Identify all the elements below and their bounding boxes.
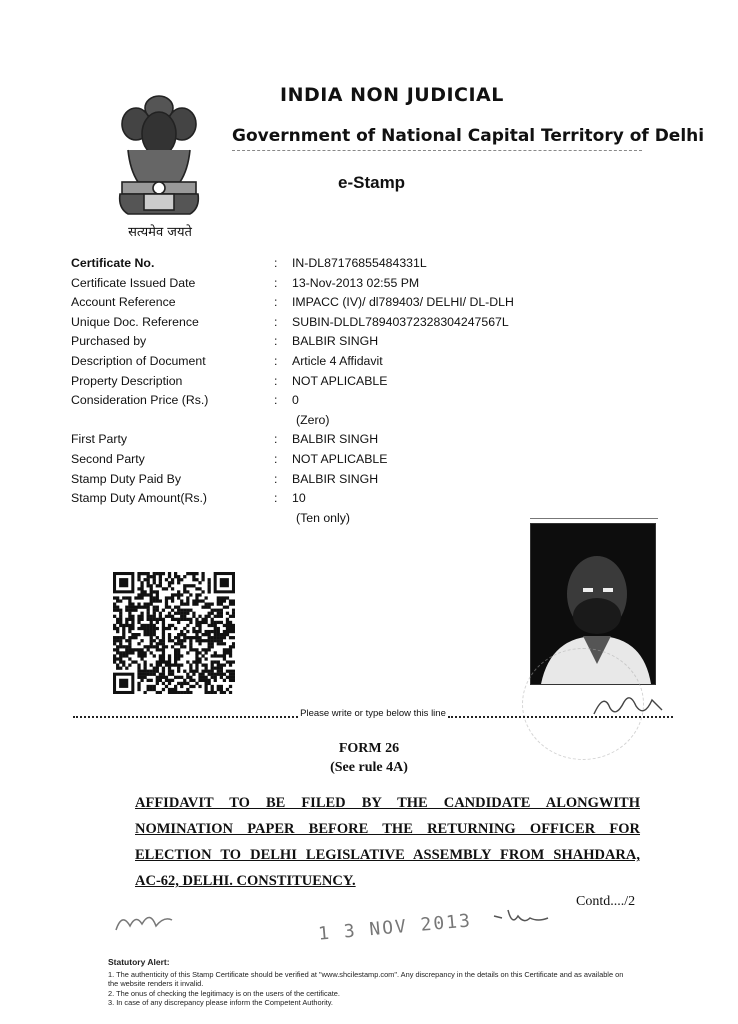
detail-row — [71, 472, 541, 492]
document-type: e-Stamp — [338, 173, 406, 192]
handwritten-initials-left — [112, 906, 192, 936]
detail-label: Purchased by — [71, 334, 147, 349]
detail-colon: : — [274, 432, 278, 447]
government-subtitle: Government of National Capital Territory of Delhi — [232, 126, 705, 146]
affidavit-line: NOMINATION PAPER BEFORE THE RETURNING OFFICER FOR — [135, 821, 640, 837]
qr-code-icon — [113, 572, 235, 694]
detail-value: 10 — [292, 491, 306, 506]
detail-row — [71, 315, 541, 335]
detail-colon: : — [274, 314, 278, 329]
detail-value: 0 — [292, 393, 299, 408]
detail-row — [71, 354, 541, 374]
detail-colon: : — [274, 295, 278, 310]
detail-label: First Party — [71, 432, 128, 447]
affidavit-heading — [135, 790, 640, 894]
subtitle-rule — [232, 150, 642, 151]
detail-amount-words: (Zero) — [296, 412, 330, 427]
detail-amount-words: (Ten only) — [296, 510, 350, 525]
detail-label: Property Description — [71, 373, 183, 388]
detail-label: Certificate Issued Date — [71, 275, 196, 290]
emblem-motto: सत्यमेव जयते — [128, 225, 192, 240]
detail-label: Account Reference — [71, 295, 176, 310]
detail-label: Description of Document — [71, 353, 206, 368]
detail-value: IN-DL87176855484331L — [292, 256, 427, 270]
detail-value: Article 4 Affidavit — [292, 353, 383, 368]
alert-item: 2. The onus of checking the legitimacy is on the users of the certificate. — [108, 988, 340, 998]
detail-label: Unique Doc. Reference — [71, 314, 199, 329]
detail-colon: : — [274, 373, 278, 388]
detail-colon: : — [274, 491, 278, 506]
form-title: FORM 26 — [338, 741, 400, 756]
handwritten-initials-right — [492, 906, 552, 930]
photo-rule — [530, 518, 658, 519]
detail-row — [71, 334, 541, 354]
detail-colon: : — [274, 256, 278, 270]
detail-value: SUBIN-DLDL78940372328304247567L — [292, 314, 509, 329]
detail-row — [71, 295, 541, 315]
detail-row — [71, 452, 541, 472]
detail-row — [71, 511, 541, 531]
detail-colon: : — [274, 393, 278, 408]
statutory-alert — [108, 958, 628, 1007]
detail-row — [71, 276, 541, 296]
alert-title: Statutory Alert: — [108, 957, 170, 967]
detail-row — [71, 491, 541, 511]
affidavit-line: AFFIDAVIT TO BE FILED BY THE CANDIDATE ALONGWITH — [135, 795, 640, 811]
alert-item: 3. In case of any discrepancy please inform the Competent Authority. — [108, 997, 333, 1007]
affidavit-line: AC-62, DELHI. CONSTITUENCY. — [135, 873, 356, 889]
detail-label: Stamp Duty Paid By — [71, 471, 182, 486]
detail-row — [71, 256, 541, 276]
detail-colon: : — [274, 353, 278, 368]
detail-colon: : — [274, 451, 278, 466]
detail-value: NOT APLICABLE — [292, 373, 388, 388]
detail-value: 13-Nov-2013 02:55 PM — [292, 275, 420, 290]
detail-value: IMPACC (IV)/ dl789403/ DELHI/ DL-DLH — [292, 295, 514, 310]
detail-value: NOT APLICABLE — [292, 451, 388, 466]
form-subtitle: (See rule 4A) — [330, 760, 408, 775]
divider-text: Please write or type below this line — [300, 708, 446, 719]
certificate-details — [71, 256, 541, 530]
detail-label: Second Party — [71, 451, 145, 466]
divider-dots — [73, 716, 298, 718]
detail-value: BALBIR SINGH — [292, 471, 379, 486]
detail-colon: : — [274, 334, 278, 349]
signature-icon — [590, 688, 666, 724]
national-emblem-icon — [110, 90, 208, 220]
continued-note: Contd..../2 — [576, 894, 636, 909]
detail-row — [71, 393, 541, 413]
page-title: INDIA NON JUDICIAL — [280, 84, 504, 106]
received-date-stamp: 1 3 NOV 2013 — [317, 910, 473, 945]
detail-value: BALBIR SINGH — [292, 334, 379, 349]
affidavit-line: ELECTION TO DELHI LEGISLATIVE ASSEMBLY FROM SHAHDARA, — [135, 847, 640, 863]
alert-item: 1. The authenticity of this Stamp Certificate should be verified at "www.shcilestamp.com". Any discrepancy in the details on this Certificate and as available on the website renders it invalid. — [108, 970, 624, 989]
detail-label: Certificate No. — [71, 256, 155, 270]
write-below-divider — [73, 708, 673, 719]
detail-label: Consideration Price (Rs.) — [71, 393, 209, 408]
detail-value: BALBIR SINGH — [292, 432, 379, 447]
detail-row — [71, 413, 541, 433]
detail-row — [71, 374, 541, 394]
detail-colon: : — [274, 275, 278, 290]
detail-label: Stamp Duty Amount(Rs.) — [71, 491, 207, 506]
detail-colon: : — [274, 471, 278, 486]
detail-row — [71, 432, 541, 452]
